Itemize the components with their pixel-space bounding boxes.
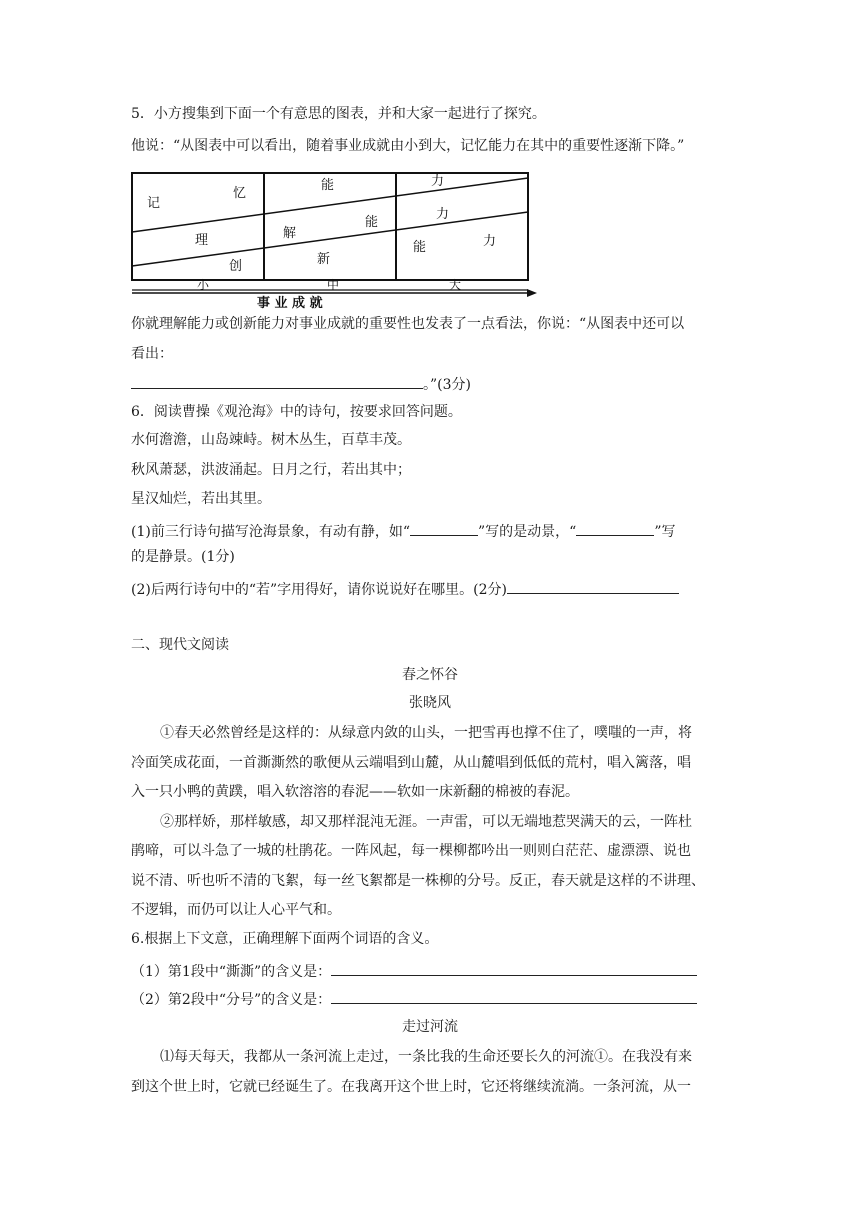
q5-prompt-line2: 看出： [131,346,173,362]
para1-line1: ①春天必然曾经是这样的：从绿意内敛的山头，一把雪再也撑不住了，噗嗤的一声，将 [160,725,692,741]
q6-sub1-text-c: ”写 [654,524,676,540]
cell-xin: 新 [317,252,331,267]
axis-tick-large: 大 [449,278,462,292]
q6-sub2-line [131,578,679,599]
q6-sub2-blank[interactable] [507,578,679,594]
q5-intro: 5．小方搜集到下面一个有意思的图表，并和大家一起进行了探究。 [131,106,546,122]
cell-neng3: 能 [413,240,427,255]
para2-line2: 鹃啼，可以斗急了一城的杜鹃花。一阵风起，每一棵柳都吟出一则则白茫茫、虚漂漂、说也 [131,843,691,859]
cell-neng1: 能 [321,178,335,193]
poem-line-1: 水何澹澹，山岛竦峙。树木丛生，百草丰茂。 [131,432,411,448]
q-words-title: 6.根据上下文意，正确理解下面两个词语的含义。 [131,931,439,947]
q6-sub1-line2: 的是静景。(1分) [131,549,235,565]
cell-jie: 解 [283,226,297,241]
axis-title: 事 业 成 就 [257,296,323,310]
q-word2-blank[interactable] [331,988,697,1004]
ability-chart [131,172,537,310]
q5-end-mark: 。”(3分) [423,377,471,393]
q6-blank-dynamic[interactable] [410,520,478,536]
q-word2-text: （2）第2段中“分号”的含义是： [131,992,332,1008]
q5-prompt-line1: 你就理解能力或创新能力对事业成就的重要性也发表了一点看法，你说：“从图表中还可以 [131,316,685,332]
para3-line2: 到这个世上时，它就已经诞生了。在我离开这个世上时，它还将继续流淌。一条河流，从一 [131,1079,691,1095]
article-title: 春之怀谷 [402,667,458,683]
poem-line-3: 星汉灿烂，若出其里。 [131,491,271,507]
q-word2-line [131,988,697,1009]
cell-li3: 力 [483,234,497,249]
q6-blank-static[interactable] [576,520,654,536]
q6-title: 6．阅读曹操《观沧海》中的诗句，按要求回答问题。 [131,404,462,420]
cell-li1: 力 [431,174,445,189]
axis-tick-mid: 中 [327,278,340,292]
para2-line4: 不逻辑，而仍可以让人心平气和。 [131,902,341,918]
axis-tick-small: 小 [197,278,210,292]
q6-sub1-text-b: ”写的是动景，“ [478,524,577,540]
para1-line3: 入一只小鸭的黄蹼，唱入软溶溶的春泥——软如一床新翻的棉被的春泥。 [131,784,579,800]
cell-li2: 力 [436,207,450,222]
cell-chuang: 创 [229,259,243,274]
q6-sub1-text-a: (1)前三行诗句描写沧海景象，有动有静，如“ [131,524,410,540]
poem-line-2: 秋风萧瑟，洪波涌起。日月之行，若出其中； [131,462,411,478]
q-word1-line [131,960,697,981]
article-author: 张晓风 [409,695,451,711]
section-heading: 二、现代文阅读 [131,637,229,653]
q6-sub1-line1 [131,520,676,541]
q5-quote: 他说：“从图表中可以看出，随着事业成就由小到大，记忆能力在其中的重要性逐渐下降。” [131,138,685,154]
q-word1-text: （1）第1段中“澌澌”的含义是： [131,964,332,980]
para3-line1: ⑴每天每天，我都从一条河流上走过，一条比我的生命还要长久的河流①。在我没有来 [160,1049,692,1065]
para1-line2: 冷面笑成花面，一首澌澌然的歌便从云端唱到山麓，从山麓唱到低低的荒村，唱入篱落，唱 [131,755,691,771]
cell-yi: 忆 [233,186,247,201]
cell-neng2: 能 [365,215,379,230]
article2-title: 走过河流 [402,1019,458,1035]
q-word1-blank[interactable] [331,960,697,976]
para2-line3: 说不清、听也听不清的飞絮，每一丝飞絮都是一株柳的分号。反正，春天就是这样的不讲理、 [131,873,705,889]
cell-li-reason: 理 [195,233,209,248]
q5-answer-blank[interactable] [131,373,423,389]
cell-ji: 记 [147,196,161,211]
para2-line1: ②那样娇，那样敏感，却又那样混沌无涯。一声雷，可以无端地惹哭满天的云，一阵杜 [160,814,692,830]
q5-answer-line [131,373,471,394]
q6-sub2-text: (2)后两行诗句中的“若”字用得好，请你说说好在哪里。(2分) [131,582,507,598]
